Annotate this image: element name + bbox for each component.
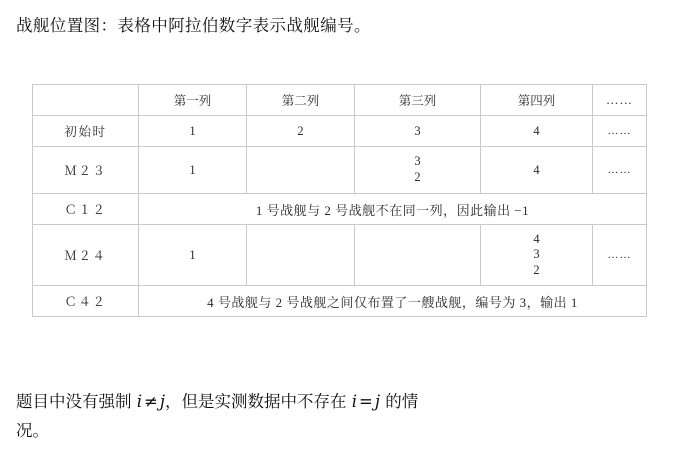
footnote-line2: 况。 [16,420,49,440]
header-cell-ellipsis: …… [593,85,647,116]
cell-m23-col2 [247,147,355,194]
header-cell-col3: 第三列 [355,85,481,116]
cell-m23-col1: 1 [139,147,247,194]
table-row [33,194,647,225]
table-row [33,116,647,147]
footnote-middle: ，但是实测数据中不存在 [164,392,352,411]
cell-c12-message: 1 号战舰与 2 号战舰不在同一列，因此输出 −1 [139,194,647,225]
cell-m23-col3 [355,147,481,194]
table-row [33,147,647,194]
cell-initial-col2: 2 [247,116,355,147]
stack-item-middle: 3 [533,247,540,262]
cell-m24-col3 [355,225,481,286]
footnote-paragraph [16,388,656,446]
header-cell-col1: 第一列 [139,85,247,116]
cell-m24-ellipsis: …… [593,225,647,286]
row-label-c42: Ｃ４２ [33,286,139,317]
header-cell-col4: 第四列 [481,85,593,116]
row-label-m23: Ｍ２３ [33,147,139,194]
cell-m24-col1: 1 [139,225,247,286]
footnote-suffix: 的情 [379,392,419,411]
stack-item-top: 3 [414,154,421,169]
cell-m24-col2 [247,225,355,286]
cell-c42-message: 4 号战舰与 2 号战舰之间仅布置了一艘战舰，编号为 3，输出 1 [139,286,647,317]
cell-initial-ellipsis: …… [593,116,647,147]
footnote-math-op-neq: ≠ [144,392,158,411]
cell-m24-col4 [481,225,593,286]
cell-initial-col1: 1 [139,116,247,147]
stack-item-top: 4 [533,231,540,246]
header-cell-blank [33,85,139,116]
stack-item-bottom: 2 [533,262,540,277]
footnote-math-j-2: j [374,392,380,411]
row-label-c12: Ｃ１２ [33,194,139,225]
header-cell-col2: 第二列 [247,85,355,116]
footnote-math-i-1: i [136,392,143,411]
footnote-math-i-2: i [351,392,358,411]
row-label-initial: 初始时 [33,116,139,147]
footnote-math-j-1: j [159,392,165,411]
cell-initial-col3: 3 [355,116,481,147]
cell-m23-ellipsis: …… [593,147,647,194]
footnote-math-op-eq: = [359,392,373,411]
row-label-m24: Ｍ２４ [33,225,139,286]
footnote-prefix: 题目中没有强制 [16,392,137,411]
cell-m23-col4: 4 [481,147,593,194]
intro-paragraph: 战舰位置图：表格中阿拉伯数字表示战舰编号。 [16,16,371,35]
table-row [33,286,647,317]
battleship-position-figure [32,84,646,317]
table-header-row [33,85,647,116]
battleship-table [32,84,647,317]
cell-initial-col4: 4 [481,116,593,147]
table-row [33,225,647,286]
stack-item-bottom: 2 [414,170,421,184]
